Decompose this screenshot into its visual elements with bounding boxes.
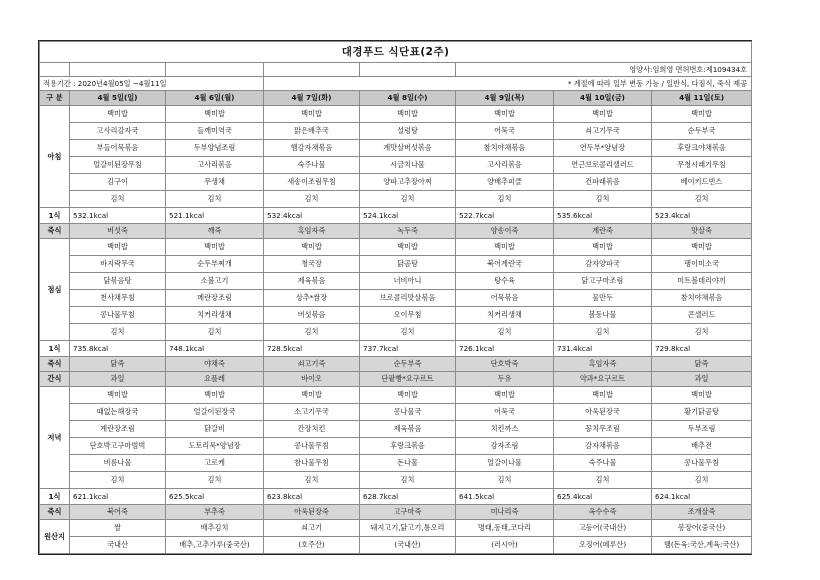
menu-cell: 백미밥 bbox=[652, 106, 752, 123]
menu-cell: 백미밥 bbox=[70, 239, 166, 256]
menu-cell: 후랑크야채볶음 bbox=[652, 140, 752, 157]
menu-cell: 연두부*양념장 bbox=[554, 140, 652, 157]
kcal-cell: 624.1kcal bbox=[652, 489, 752, 505]
menu-cell: 콩나물무침 bbox=[70, 307, 166, 324]
menu-cell: 어묵국 bbox=[456, 404, 554, 421]
breakfast-label: 아침 bbox=[40, 106, 70, 208]
menu-cell: 햄감자채볶음 bbox=[264, 140, 360, 157]
menu-cell: 도토리묵*양념장 bbox=[166, 438, 264, 455]
menu-cell: 김치 bbox=[264, 324, 360, 341]
menu-cell: 김치 bbox=[554, 191, 652, 208]
snack-label: 간식 bbox=[40, 372, 70, 387]
menu-cell: 비름나물 bbox=[70, 455, 166, 472]
snack-cell: 단팥빵*요구르트 bbox=[360, 372, 456, 387]
menu-cell: 김치 bbox=[652, 191, 752, 208]
menu-cell: 맑은배추국 bbox=[264, 123, 360, 140]
menu-cell: 백미밥 bbox=[70, 387, 166, 404]
porridge-cell: 닭죽 bbox=[652, 357, 752, 372]
menu-cell: 김구이 bbox=[70, 174, 166, 191]
menu-cell: 김치 bbox=[264, 191, 360, 208]
origin-cell: (국내산) bbox=[360, 537, 456, 554]
menu-cell: 계란장조림 bbox=[70, 421, 166, 438]
porridge-cell: 단호박죽 bbox=[456, 357, 554, 372]
kcal-cell: 726.1kcal bbox=[456, 341, 554, 357]
porridge-cell: 야채죽 bbox=[166, 357, 264, 372]
menu-cell: 소고기무국 bbox=[264, 404, 360, 421]
kcal-cell: 729.8kcal bbox=[652, 341, 752, 357]
menu-cell: 바지락무국 bbox=[70, 256, 166, 273]
kcal-cell: 737.7kcal bbox=[360, 341, 456, 357]
menu-cell: 얼갈이된장무침 bbox=[70, 157, 166, 174]
menu-cell: 김치 bbox=[360, 324, 456, 341]
menu-cell: 양배추피클 bbox=[456, 174, 554, 191]
menu-cell: 참나물무침 bbox=[264, 455, 360, 472]
snack-cell: 과일 bbox=[652, 372, 752, 387]
kcal-cell: 735.8kcal bbox=[70, 341, 166, 357]
porridge-cell: 계란죽 bbox=[554, 224, 652, 239]
breakfast-row bbox=[40, 140, 752, 157]
menu-cell: 닭고구마조림 bbox=[554, 273, 652, 290]
porridge-cell: 양송이죽 bbox=[456, 224, 554, 239]
day-header: 4월 11일(토) bbox=[652, 91, 752, 106]
porridge-pm-row bbox=[40, 505, 752, 520]
dinner-kcal-row bbox=[40, 489, 752, 505]
snack-cell: 약과*요구르트 bbox=[554, 372, 652, 387]
menu-cell: 백미밥 bbox=[264, 106, 360, 123]
menu-cell: 백미밥 bbox=[456, 387, 554, 404]
menu-cell: 꽁치무조림 bbox=[554, 421, 652, 438]
menu-cell: 베이키드빈스 bbox=[652, 174, 752, 191]
menu-cell: 콩나물무침 bbox=[264, 438, 360, 455]
menu-cell: 백미밥 bbox=[652, 239, 752, 256]
dinner-row bbox=[40, 438, 752, 455]
day-header: 4월 8일(수) bbox=[360, 91, 456, 106]
menu-cell: 두부양념조림 bbox=[166, 140, 264, 157]
origin-cell: 고등어(국내산) bbox=[554, 520, 652, 537]
menu-cell: 김치 bbox=[456, 472, 554, 489]
menu-cell: 아욱된장국 bbox=[554, 404, 652, 421]
origin-cell: 배추,고추가루(중국산) bbox=[166, 537, 264, 554]
menu-cell: 고사리감자국 bbox=[70, 123, 166, 140]
header-row bbox=[40, 91, 752, 106]
menu-cell: 탕수육 bbox=[456, 273, 554, 290]
notice-text: * 계절에 따라 일부 변동 가능 / 일반식, 다짐식, 죽식 제공 bbox=[264, 77, 752, 91]
menu-cell: 상추*쌈장 bbox=[264, 290, 360, 307]
porridge-label: 죽식 bbox=[40, 224, 70, 239]
snack-row bbox=[40, 372, 752, 387]
lunch-row bbox=[40, 290, 752, 307]
breakfast-row bbox=[40, 191, 752, 208]
porridge-cell: 깨죽 bbox=[166, 224, 264, 239]
menu-cell: 물만두 bbox=[554, 290, 652, 307]
menu-cell: 숙주나물 bbox=[264, 157, 360, 174]
kcal-cell: 728.5kcal bbox=[264, 341, 360, 357]
menu-cell: 때없는해장국 bbox=[70, 404, 166, 421]
kcal-label: 1식 bbox=[40, 341, 70, 357]
breakfast-row bbox=[40, 157, 752, 174]
menu-cell: 감자양파국 bbox=[554, 256, 652, 273]
menu-cell: 백미밥 bbox=[456, 239, 554, 256]
menu-cell: 건파래볶음 bbox=[554, 174, 652, 191]
kcal-cell: 628.7kcal bbox=[360, 489, 456, 505]
menu-cell: 김치 bbox=[360, 472, 456, 489]
menu-cell: 김치 bbox=[70, 191, 166, 208]
menu-cell: 김치 bbox=[456, 191, 554, 208]
lunch-kcal-row bbox=[40, 341, 752, 357]
breakfast-row bbox=[40, 106, 752, 123]
breakfast-kcal-row bbox=[40, 208, 752, 224]
menu-cell: 백미밥 bbox=[554, 106, 652, 123]
menu-cell: 감자조림 bbox=[456, 438, 554, 455]
menu-cell: 얼갈이나물 bbox=[456, 455, 554, 472]
menu-cell: 간장치킨 bbox=[264, 421, 360, 438]
menu-cell: 김치 bbox=[166, 191, 264, 208]
menu-cell: 메란장조림 bbox=[166, 290, 264, 307]
menu-cell: 김치 bbox=[652, 324, 752, 341]
menu-cell: 배추전 bbox=[652, 438, 752, 455]
menu-cell: 백미밥 bbox=[652, 387, 752, 404]
kcal-cell: 625.5kcal bbox=[166, 489, 264, 505]
menu-cell: 천사채무침 bbox=[70, 290, 166, 307]
menu-cell: 고로케 bbox=[166, 455, 264, 472]
menu-cell: 백미밥 bbox=[554, 239, 652, 256]
menu-sheet bbox=[38, 40, 752, 555]
menu-cell: 오이무침 bbox=[360, 307, 456, 324]
menu-cell: 닭곰탕 bbox=[360, 256, 456, 273]
menu-cell: 숙주나물 bbox=[554, 455, 652, 472]
porridge-cell: 흑임자죽 bbox=[264, 224, 360, 239]
origin-cell: 돼지고기,닭고기,통오리 bbox=[360, 520, 456, 537]
menu-cell: 쇠고기무국 bbox=[554, 123, 652, 140]
menu-cell: 순두부찌개 bbox=[166, 256, 264, 273]
porridge-cell: 쇠고기죽 bbox=[264, 357, 360, 372]
porridge-label: 죽식 bbox=[40, 505, 70, 520]
porridge-noon-row bbox=[40, 357, 752, 372]
menu-cell: 김치 bbox=[70, 472, 166, 489]
menu-cell: 고사리볶음 bbox=[456, 157, 554, 174]
menu-cell: 백미밥 bbox=[70, 106, 166, 123]
kcal-cell: 731.4kcal bbox=[554, 341, 652, 357]
menu-cell: 백미밥 bbox=[264, 239, 360, 256]
day-header: 4월 9일(목) bbox=[456, 91, 554, 106]
porridge-cell: 맛살죽 bbox=[652, 224, 752, 239]
menu-cell: 버섯볶음 bbox=[264, 307, 360, 324]
origin-label: 원산지 bbox=[40, 520, 70, 554]
day-header: 4월 6일(월) bbox=[166, 91, 264, 106]
porridge-cell: 녹두죽 bbox=[360, 224, 456, 239]
period-row bbox=[40, 77, 752, 91]
origin-row bbox=[40, 520, 752, 537]
porridge-am-row bbox=[40, 224, 752, 239]
menu-cell: 참치야채볶음 bbox=[652, 290, 752, 307]
menu-cell: 백미밥 bbox=[264, 387, 360, 404]
origin-cell: 쌀 bbox=[70, 520, 166, 537]
menu-cell: 김치 bbox=[264, 472, 360, 489]
dinner-row bbox=[40, 421, 752, 438]
menu-cell: 콘샐러드 bbox=[652, 307, 752, 324]
menu-cell: 새송이조림무침 bbox=[264, 174, 360, 191]
kcal-cell: 641.5kcal bbox=[456, 489, 554, 505]
header-label: 구 분 bbox=[40, 91, 70, 106]
kcal-label: 1식 bbox=[40, 489, 70, 505]
kcal-cell: 532.4kcal bbox=[264, 208, 360, 224]
menu-cell: 어묵국 bbox=[456, 123, 554, 140]
menu-cell: 양파고추장아찌 bbox=[360, 174, 456, 191]
kcal-cell: 535.6kcal bbox=[554, 208, 652, 224]
menu-cell: 백미밥 bbox=[360, 387, 456, 404]
menu-cell: 백미밥 bbox=[166, 239, 264, 256]
lunch-row bbox=[40, 324, 752, 341]
porridge-cell: 닭죽 bbox=[70, 357, 166, 372]
porridge-cell: 옥수수죽 bbox=[554, 505, 652, 520]
origin-cell: 쇠고기 bbox=[264, 520, 360, 537]
menu-cell: 감자채볶음 bbox=[554, 438, 652, 455]
snack-cell: 과일 bbox=[70, 372, 166, 387]
menu-cell: 김치 bbox=[360, 191, 456, 208]
porridge-cell: 아욱된장죽 bbox=[264, 505, 360, 520]
menu-cell: 참치야채볶음 bbox=[456, 140, 554, 157]
lunch-row bbox=[40, 256, 752, 273]
menu-cell: 김치 bbox=[554, 472, 652, 489]
menu-cell: 단호박고구마범벅 bbox=[70, 438, 166, 455]
menu-cell: 백미밥 bbox=[166, 106, 264, 123]
kcal-cell: 522.7kcal bbox=[456, 208, 554, 224]
dinner-row bbox=[40, 387, 752, 404]
menu-cell: 치커리생채 bbox=[166, 307, 264, 324]
menu-cell: 황기닭곰탕 bbox=[652, 404, 752, 421]
menu-cell: 계맛살버섯볶음 bbox=[360, 140, 456, 157]
menu-cell: 김치 bbox=[166, 324, 264, 341]
menu-cell: 팽이미소국 bbox=[652, 256, 752, 273]
lunch-label: 점심 bbox=[40, 239, 70, 341]
origin-cell: (호주산) bbox=[264, 537, 360, 554]
breakfast-row bbox=[40, 174, 752, 191]
kcal-cell: 748.1kcal bbox=[166, 341, 264, 357]
menu-cell: 백미밥 bbox=[554, 387, 652, 404]
kcal-cell: 523.4kcal bbox=[652, 208, 752, 224]
menu-cell: 소불고기 bbox=[166, 273, 264, 290]
title-row bbox=[40, 42, 752, 63]
menu-cell: 얼갈이된장국 bbox=[166, 404, 264, 421]
dinner-row bbox=[40, 455, 752, 472]
porridge-label: 죽식 bbox=[40, 357, 70, 372]
lunch-row bbox=[40, 307, 752, 324]
day-header: 4월 5일(일) bbox=[70, 91, 166, 106]
origin-cell: 봉장어(중국산) bbox=[652, 520, 752, 537]
menu-cell: 시금치나물 bbox=[360, 157, 456, 174]
menu-cell: 콩나물국 bbox=[360, 404, 456, 421]
menu-cell: 김치 bbox=[652, 472, 752, 489]
porridge-cell: 부추죽 bbox=[166, 505, 264, 520]
kcal-cell: 521.1kcal bbox=[166, 208, 264, 224]
menu-cell: 김치 bbox=[166, 472, 264, 489]
menu-cell: 후랑크볶음 bbox=[360, 438, 456, 455]
porridge-cell: 미나리죽 bbox=[456, 505, 554, 520]
menu-cell: 치커리생채 bbox=[456, 307, 554, 324]
menu-cell: 부들어묵볶음 bbox=[70, 140, 166, 157]
menu-cell: 너비아니 bbox=[360, 273, 456, 290]
menu-cell: 북어계란국 bbox=[456, 256, 554, 273]
menu-cell: 무생채 bbox=[166, 174, 264, 191]
menu-cell: 백미밥 bbox=[166, 387, 264, 404]
dinner-row bbox=[40, 404, 752, 421]
porridge-cell: 흑임자죽 bbox=[554, 357, 652, 372]
kcal-cell: 524.1kcal bbox=[360, 208, 456, 224]
origin-cell: 국내산 bbox=[70, 537, 166, 554]
snack-cell: 바이오 bbox=[264, 372, 360, 387]
menu-cell: 미트볼데리야끼 bbox=[652, 273, 752, 290]
kcal-cell: 621.1kcal bbox=[70, 489, 166, 505]
menu-cell: 콩나물무침 bbox=[652, 455, 752, 472]
menu-cell: 봄동나물 bbox=[554, 307, 652, 324]
origin-cell: 명태,동태,코다리 bbox=[456, 520, 554, 537]
menu-cell: 치킨까스 bbox=[456, 421, 554, 438]
kcal-label: 1식 bbox=[40, 208, 70, 224]
menu-cell: 김치 bbox=[554, 324, 652, 341]
menu-cell: 제육볶음 bbox=[264, 273, 360, 290]
nutritionist-row bbox=[40, 63, 752, 77]
dinner-row bbox=[40, 472, 752, 489]
origin-cell: 배추김치 bbox=[166, 520, 264, 537]
menu-table bbox=[39, 41, 752, 554]
origin-cell: 햄(돈육:국산,계육:국산) bbox=[652, 537, 752, 554]
menu-cell: 두부조림 bbox=[652, 421, 752, 438]
menu-cell: 백미밥 bbox=[360, 239, 456, 256]
menu-cell: 닭갈비 bbox=[166, 421, 264, 438]
menu-cell: 김치 bbox=[456, 324, 554, 341]
porridge-cell: 순두부죽 bbox=[360, 357, 456, 372]
menu-cell: 무청시래기무침 bbox=[652, 157, 752, 174]
kcal-cell: 623.8kcal bbox=[264, 489, 360, 505]
lunch-row bbox=[40, 273, 752, 290]
menu-cell: 닭볶음탕 bbox=[70, 273, 166, 290]
menu-cell: 연근브로콜리샐러드 bbox=[554, 157, 652, 174]
menu-cell: 브로콜리맛살볶음 bbox=[360, 290, 456, 307]
origin-row bbox=[40, 537, 752, 554]
breakfast-row bbox=[40, 123, 752, 140]
menu-cell: 고사리볶음 bbox=[166, 157, 264, 174]
dinner-label: 저녁 bbox=[40, 387, 70, 489]
nutritionist-info: 영양사:임희영 면허번호:제109434호 bbox=[456, 63, 752, 77]
day-header: 4월 10일(금) bbox=[554, 91, 652, 106]
porridge-cell: 버섯죽 bbox=[70, 224, 166, 239]
menu-cell: 청국장 bbox=[264, 256, 360, 273]
menu-cell: 김치 bbox=[70, 324, 166, 341]
menu-cell: 백미밥 bbox=[456, 106, 554, 123]
menu-cell: 들깨미역국 bbox=[166, 123, 264, 140]
day-header: 4월 7일(화) bbox=[264, 91, 360, 106]
snack-cell: 두유 bbox=[456, 372, 554, 387]
menu-cell: 어묵볶음 bbox=[456, 290, 554, 307]
origin-cell: 오징어(페루산) bbox=[554, 537, 652, 554]
menu-cell: 설렁탕 bbox=[360, 123, 456, 140]
lunch-row bbox=[40, 239, 752, 256]
menu-cell: 순두부국 bbox=[652, 123, 752, 140]
porridge-cell: 북어죽 bbox=[70, 505, 166, 520]
menu-cell: 백미밥 bbox=[360, 106, 456, 123]
menu-cell: 제육볶음 bbox=[360, 421, 456, 438]
period-text: 적용기간 : 2020년4월05일 ~4월11일 bbox=[40, 77, 264, 91]
menu-cell: 돈나물 bbox=[360, 455, 456, 472]
porridge-cell: 조개살죽 bbox=[652, 505, 752, 520]
snack-cell: 요플레 bbox=[166, 372, 264, 387]
page-title: 대경푸드 식단표(2주) bbox=[40, 42, 752, 63]
kcal-cell: 532.1kcal bbox=[70, 208, 166, 224]
porridge-cell: 고구마죽 bbox=[360, 505, 456, 520]
origin-cell: (러시아) bbox=[456, 537, 554, 554]
kcal-cell: 625.4kcal bbox=[554, 489, 652, 505]
